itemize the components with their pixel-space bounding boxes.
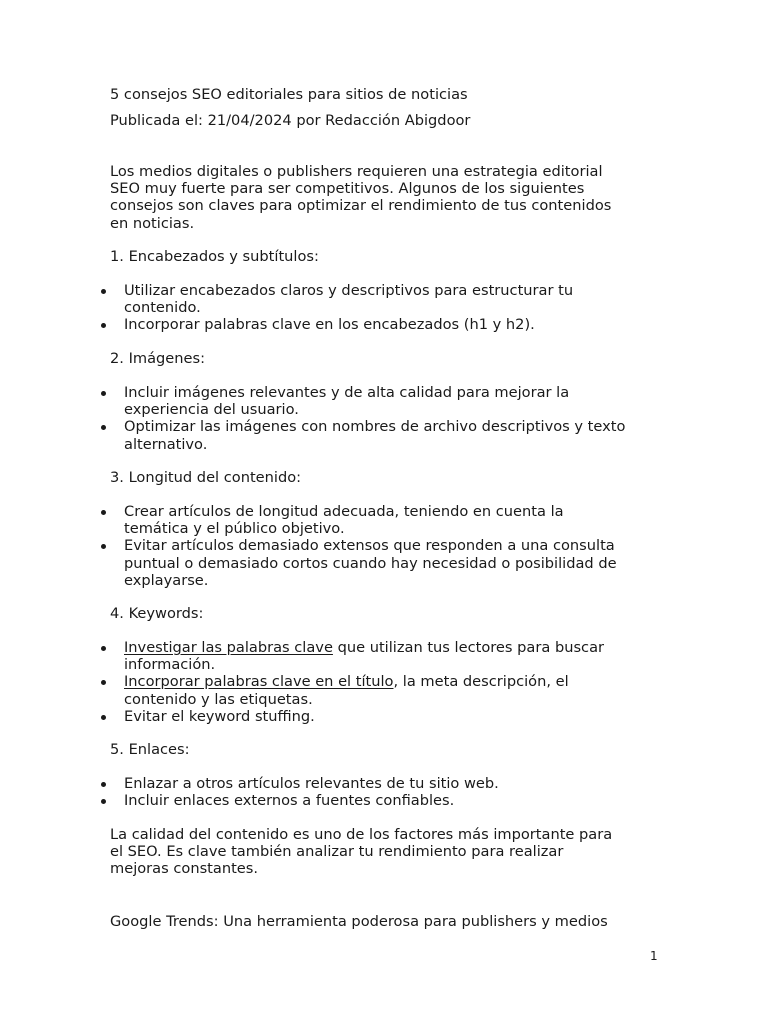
list-item bbox=[0, 384, 700, 418]
section-heading-5: 5. Enlaces: bbox=[110, 741, 190, 758]
intro-line: en noticias. bbox=[110, 214, 195, 232]
closing-line: el SEO. Es clave también analizar tu rendimiento para realizar bbox=[110, 843, 564, 861]
list-item bbox=[0, 673, 700, 707]
list-item-text: contenido. bbox=[124, 299, 201, 317]
bullet-list-2 bbox=[0, 384, 700, 453]
list-item-text: Enlazar a otros artículos relevantes de tu sitio web. bbox=[124, 775, 499, 792]
list-item bbox=[0, 316, 700, 333]
list-item bbox=[0, 282, 700, 316]
section-heading-3: 3. Longitud del contenido: bbox=[110, 469, 302, 486]
list-item-text-rest: , la meta descripción, el bbox=[393, 673, 569, 691]
closing-paragraph bbox=[110, 826, 670, 878]
section-heading-4: 4. Keywords: bbox=[110, 605, 204, 622]
list-item-text: Utilizar encabezados claros y descriptivos para estructurar tu bbox=[124, 282, 574, 299]
list-item bbox=[0, 537, 700, 589]
list-item-text: temática y el público objetivo. bbox=[124, 520, 345, 538]
bullet-list-4 bbox=[0, 639, 700, 725]
article-title: 5 consejos SEO editoriales para sitios de noticias bbox=[110, 86, 468, 103]
list-item-text: Evitar artículos demasiado extensos que responden a una consulta bbox=[124, 537, 615, 555]
closing-line: mejoras constantes. bbox=[110, 860, 259, 878]
intro-paragraph bbox=[110, 163, 670, 232]
list-item-text-rest: que utilizan tus lectores para buscar bbox=[332, 639, 605, 656]
bullet-list-1 bbox=[0, 282, 700, 334]
list-item bbox=[0, 418, 700, 452]
bullet-list-3 bbox=[0, 503, 700, 589]
list-item-text: experiencia del usuario. bbox=[124, 401, 299, 419]
list-item-text: Incorporar palabras clave en los encabezados (h1 y h2). bbox=[124, 316, 535, 334]
intro-line: consejos son claves para optimizar el rendimiento de tus contenidos bbox=[110, 197, 612, 215]
intro-line: SEO muy fuerte para ser competitivos. Algunos de los siguientes bbox=[110, 180, 585, 198]
page-number: 1 bbox=[650, 949, 658, 963]
list-item bbox=[0, 775, 700, 792]
list-item-text bbox=[124, 639, 700, 656]
list-item bbox=[0, 792, 700, 809]
list-item-text: Evitar el keyword stuffing. bbox=[124, 707, 315, 725]
next-article-title: Google Trends: Una herramienta poderosa para publishers y medios bbox=[110, 913, 608, 930]
bullet-list-5 bbox=[0, 775, 700, 809]
list-item bbox=[0, 708, 700, 725]
list-item-text: explayarse. bbox=[124, 571, 209, 589]
article-byline: Publicada el: 21/04/2024 por Redacción Abigdoor bbox=[110, 112, 471, 129]
keyword-title-link[interactable]: Incorporar palabras clave en el título bbox=[124, 673, 394, 691]
list-item-text: contenido y las etiquetas. bbox=[124, 690, 313, 708]
closing-line: La calidad del contenido es uno de los factores más importante para bbox=[110, 826, 613, 843]
list-item-text: puntual o demasiado cortos cuando hay necesidad o posibilidad de bbox=[124, 554, 617, 572]
list-item-text bbox=[124, 673, 700, 690]
list-item bbox=[0, 639, 700, 673]
section-heading-1: 1. Encabezados y subtítulos: bbox=[110, 248, 319, 265]
list-item-text: Incluir enlaces externos a fuentes confiables. bbox=[124, 792, 455, 810]
intro-line: Los medios digitales o publishers requieren una estrategia editorial bbox=[110, 163, 603, 180]
list-item-text: Crear artículos de longitud adecuada, teniendo en cuenta la bbox=[124, 503, 564, 520]
list-item-text: alternativo. bbox=[124, 435, 208, 453]
list-item bbox=[0, 503, 700, 537]
keyword-research-link[interactable]: Investigar las palabras clave bbox=[124, 639, 333, 656]
list-item-text: información. bbox=[124, 656, 216, 674]
list-item-text: Optimizar las imágenes con nombres de archivo descriptivos y texto bbox=[124, 418, 626, 436]
list-item-text: Incluir imágenes relevantes y de alta calidad para mejorar la bbox=[124, 384, 570, 401]
section-heading-2: 2. Imágenes: bbox=[110, 350, 206, 367]
